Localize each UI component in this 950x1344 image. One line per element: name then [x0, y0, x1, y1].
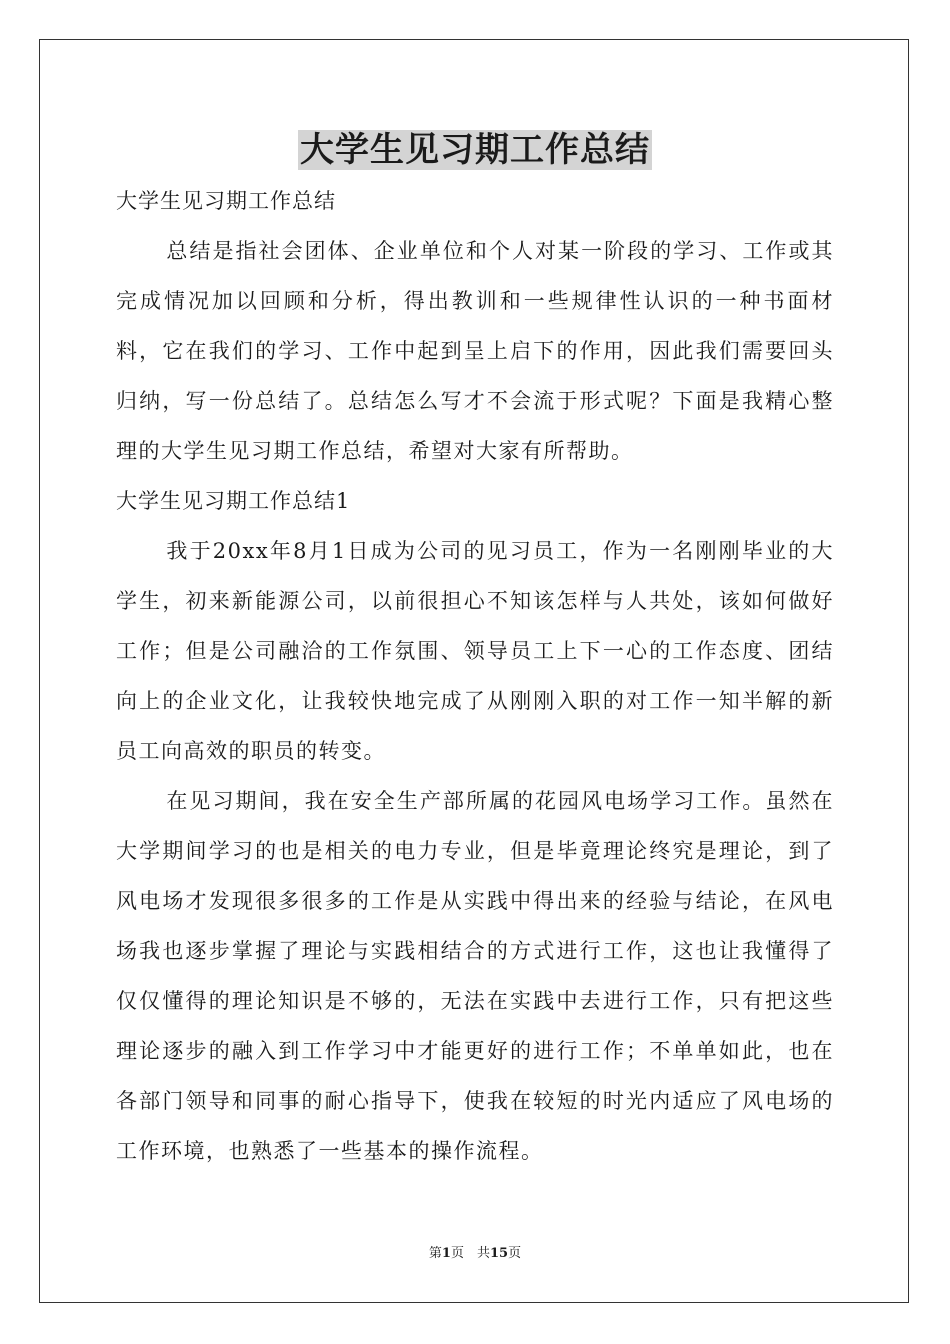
document-title — [0, 122, 950, 178]
body-paragraph: 在见习期间，我在安全生产部所属的花园风电场学习工作。虽然在大学期间学习的也是相关的电力专业，但是毕竟理论终究是理论，到了风电场才发现很多很多的工作是从实践中得出来的经验与结论，在风电场我也逐步掌握了理论与实践相结合的方式进行工作，这也让我懂得了仅仅懂得的理论知识是不够的，无法在实践中去进行工作，只有把这些理论逐步的融入到工作学习中才能更好的进行工作；不单单如此，也在各部门领导和同事的耐心指导下，使我在较短的时光内适应了风电场的工作环境，也熟悉了一些基本的操作流程。 — [116, 789, 834, 1163]
body-paragraph: 我于20xx年8月1日成为公司的见习员工，作为一名刚刚毕业的大学生，初来新能源公司，以前很担心不知该怎样与人共处，该如何做好工作；但是公司融洽的工作氛围、领导员工上下一心的工作态度、团结向上的企业文化，让我较快地完成了从刚刚入职的对工作一知半解的新员工向高效的职员的转变。 — [116, 539, 834, 763]
total-page-count: 15 — [489, 1246, 509, 1261]
main-heading: 大学生见习期工作总结 — [116, 189, 336, 213]
document-body — [116, 176, 834, 1176]
intro-paragraph: 总结是指社会团体、企业单位和个人对某一阶段的学习、工作或其完成情况加以回顾和分析，得出教训和一些规律性认识的一种书面材料，它在我们的学习、工作中起到呈上启下的作用，因此我们需要回头归纳，写一份总结了。总结怎么写才不会流于形式呢？下面是我精心整理的大学生见习期工作总结，希望对大家有所帮助。 — [116, 239, 834, 463]
page-footer — [0, 1244, 950, 1264]
section-heading: 大学生见习期工作总结1 — [116, 489, 351, 513]
page-separator: 页 共 — [450, 1246, 490, 1261]
page-suffix: 页 — [508, 1246, 522, 1261]
page-prefix: 第 — [428, 1246, 442, 1261]
document-title-text: 大学生见习期工作总结 — [300, 130, 650, 170]
current-page-number: 1 — [441, 1246, 451, 1261]
